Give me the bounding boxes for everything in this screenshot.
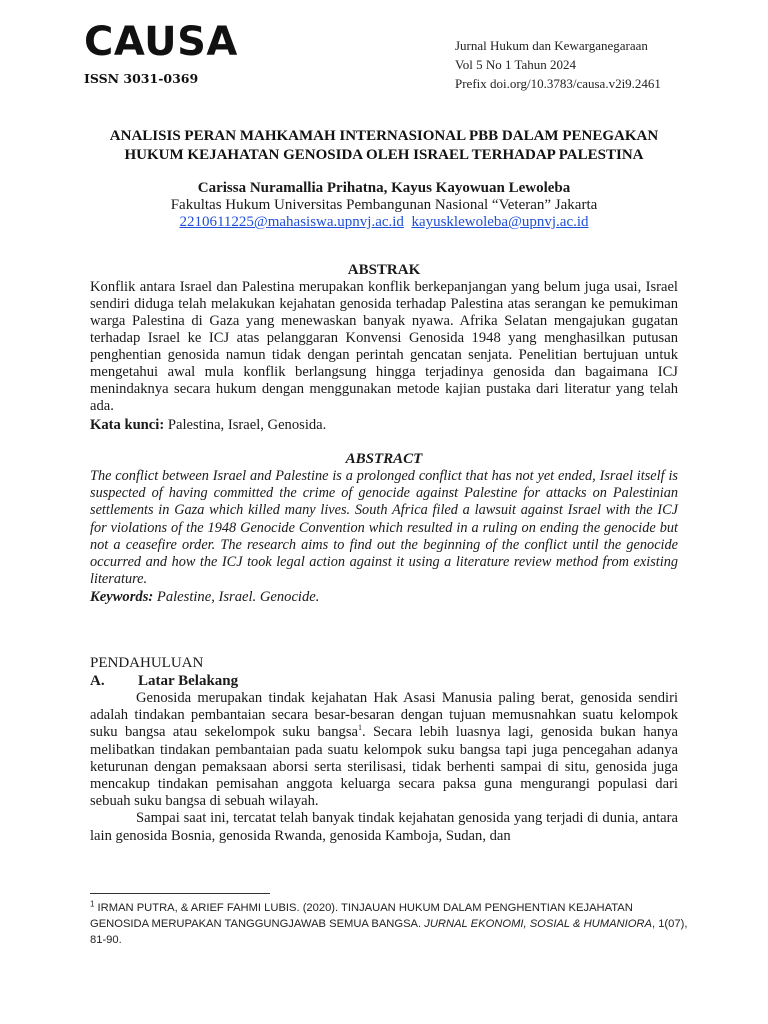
subsection-number: A. bbox=[90, 673, 105, 689]
title-line-1: ANALISIS PERAN MAHKAMAH INTERNASIONAL PBB DALAM PENEGAKAN bbox=[109, 128, 659, 144]
section-heading: PENDAHULUAN bbox=[90, 655, 204, 671]
authors: Carissa Nuramallia Prihatna, Kayus Kayowuan Lewoleba bbox=[197, 180, 571, 196]
paragraph-1: Genosida merupakan tindak kejahatan Hak Asasi Manusia paling berat, genosida sendiri adalah tindakan pembantaian secara besar-besaran dengan tujuan memusnahkan suatu kelompok suku bangsa atau sekelompok suku bangsa$^1$. Secara lebih luasnya lagi, genosida bukan hanya melibatkan tindakan pembantaian pada suatu kelompok suku bangsa tapi juga pencegahan adanya keturunan dengan pemaksaan aborsi serta sterilisasi, tidak berhenti sampai di situ, genosida juga mencakup tindakan pemisahan anggota keluarga secara paksa guna mengurangi populasi dari sebuah suku bangsa di sebuah wilayah. bbox=[90, 690, 678, 810]
subsection-heading bbox=[90, 673, 238, 690]
kata-kunci-values: Palestina, Israel, Genosida. bbox=[164, 417, 327, 433]
journal-info bbox=[455, 36, 661, 93]
abstrak-heading: ABSTRAK bbox=[347, 262, 421, 278]
journal-logo: CAUSA bbox=[84, 19, 238, 65]
affiliation: Fakultas Hukum Universitas Pembangunan Nasional “Veteran” Jakarta bbox=[170, 197, 598, 213]
paragraph-2: Sampai saat ini, tercatat telah banyak tindak kejahatan genosida yang terjadi di dunia, antara lain genosida Bosnia, genosida Rwanda, genosida Kamboja, Sudan, dan bbox=[90, 810, 678, 844]
journal-volume: Vol 5 No 1 Tahun 2024 bbox=[455, 57, 577, 72]
kata-kunci-label: Kata kunci: bbox=[90, 417, 165, 433]
keywords-label: Keywords: bbox=[90, 589, 154, 605]
footnote: $^1$ IRMAN PUTRA, & ARIEF FAHMI LUBIS. (2020). TINJAUAN HUKUM DALAM PENGHENTIAN KEJAHATAN GENOSIDA MERUPAKAN TANGGUNGJAWAB SEMUA BANGSA. JURNAL EKONOMI, SOSIAL & HUMANIORA, 1(07), 81-90. bbox=[90, 899, 688, 946]
footnote-journal: JURNAL EKONOMI, SOSIAL & HUMANIORA bbox=[424, 918, 652, 930]
subsection-title: Latar Belakang bbox=[138, 673, 239, 689]
keywords-values: Palestine, Israel. Genocide. bbox=[153, 589, 320, 605]
email-link-1[interactable]: 2210611225@mahasiswa.upnvj.ac.id bbox=[179, 214, 404, 230]
kata-kunci bbox=[90, 417, 326, 434]
issn: ISSN 3031-0369 bbox=[84, 71, 199, 86]
footnote-number: 1 bbox=[90, 899, 95, 909]
journal-doi-prefix: Prefix doi.org/10.3783/causa.v2i9.2461 bbox=[455, 76, 661, 91]
author-emails bbox=[84, 213, 684, 232]
abstract-heading: ABSTRACT bbox=[345, 451, 423, 467]
abstrak-text: Konflik antara Israel dan Palestina merupakan konflik berkepanjangan yang belum juga usai, Israel sendiri diduga telah melakukan kejahatan genosida terhadap Palestina atas serangan ke pemukiman warga Palestina di Gaza yang menewaskan banyak nyawa. Afrika Selatan mengajukan gugatan terhadap Israel ke ICJ atas pelanggaran Konvensi Genosida 1948 yang menghasilkan putusan penghentian genosida namun tidak dengan perintah gencatan senjata. Penelitian bertujuan untuk mengetahui awal mula konflik berlangsung hingga terjadinya genosida dan bagaimana ICJ menindaknya secara hukum dengan menggunakan metode kajian pustaka dari literatur yang telah ada. bbox=[90, 279, 678, 414]
email-link-2[interactable]: kayusklewoleba@upnvj.ac.id bbox=[411, 214, 589, 230]
body-text bbox=[90, 690, 678, 845]
article-title bbox=[84, 127, 684, 165]
journal-name: Jurnal Hukum dan Kewarganegaraan bbox=[455, 38, 648, 53]
title-line-2: HUKUM KEJAHATAN GENOSIDA OLEH ISRAEL TERHADAP PALESTINA bbox=[124, 147, 644, 163]
keywords bbox=[90, 589, 319, 606]
footnote-divider bbox=[90, 893, 270, 894]
abstract-text: The conflict between Israel and Palestine is a prolonged conflict that has not yet ended, Israel itself is suspected of having committed the crime of genocide against Palestine for attacks on Palestinian settlements in Gaza which killed many lives. South Africa filed a lawsuit against Israel with the ICJ for violations of the 1948 Genocide Convention which resulted in a ruling on ending the genocide but not a ceasefire order. The research aims to find out the beginning of the conflict until the genocide occurred and how the ICJ took legal action against it using a literature review method from existing literature. bbox=[90, 468, 678, 588]
footnote-ref[interactable]: 1 bbox=[358, 723, 362, 733]
